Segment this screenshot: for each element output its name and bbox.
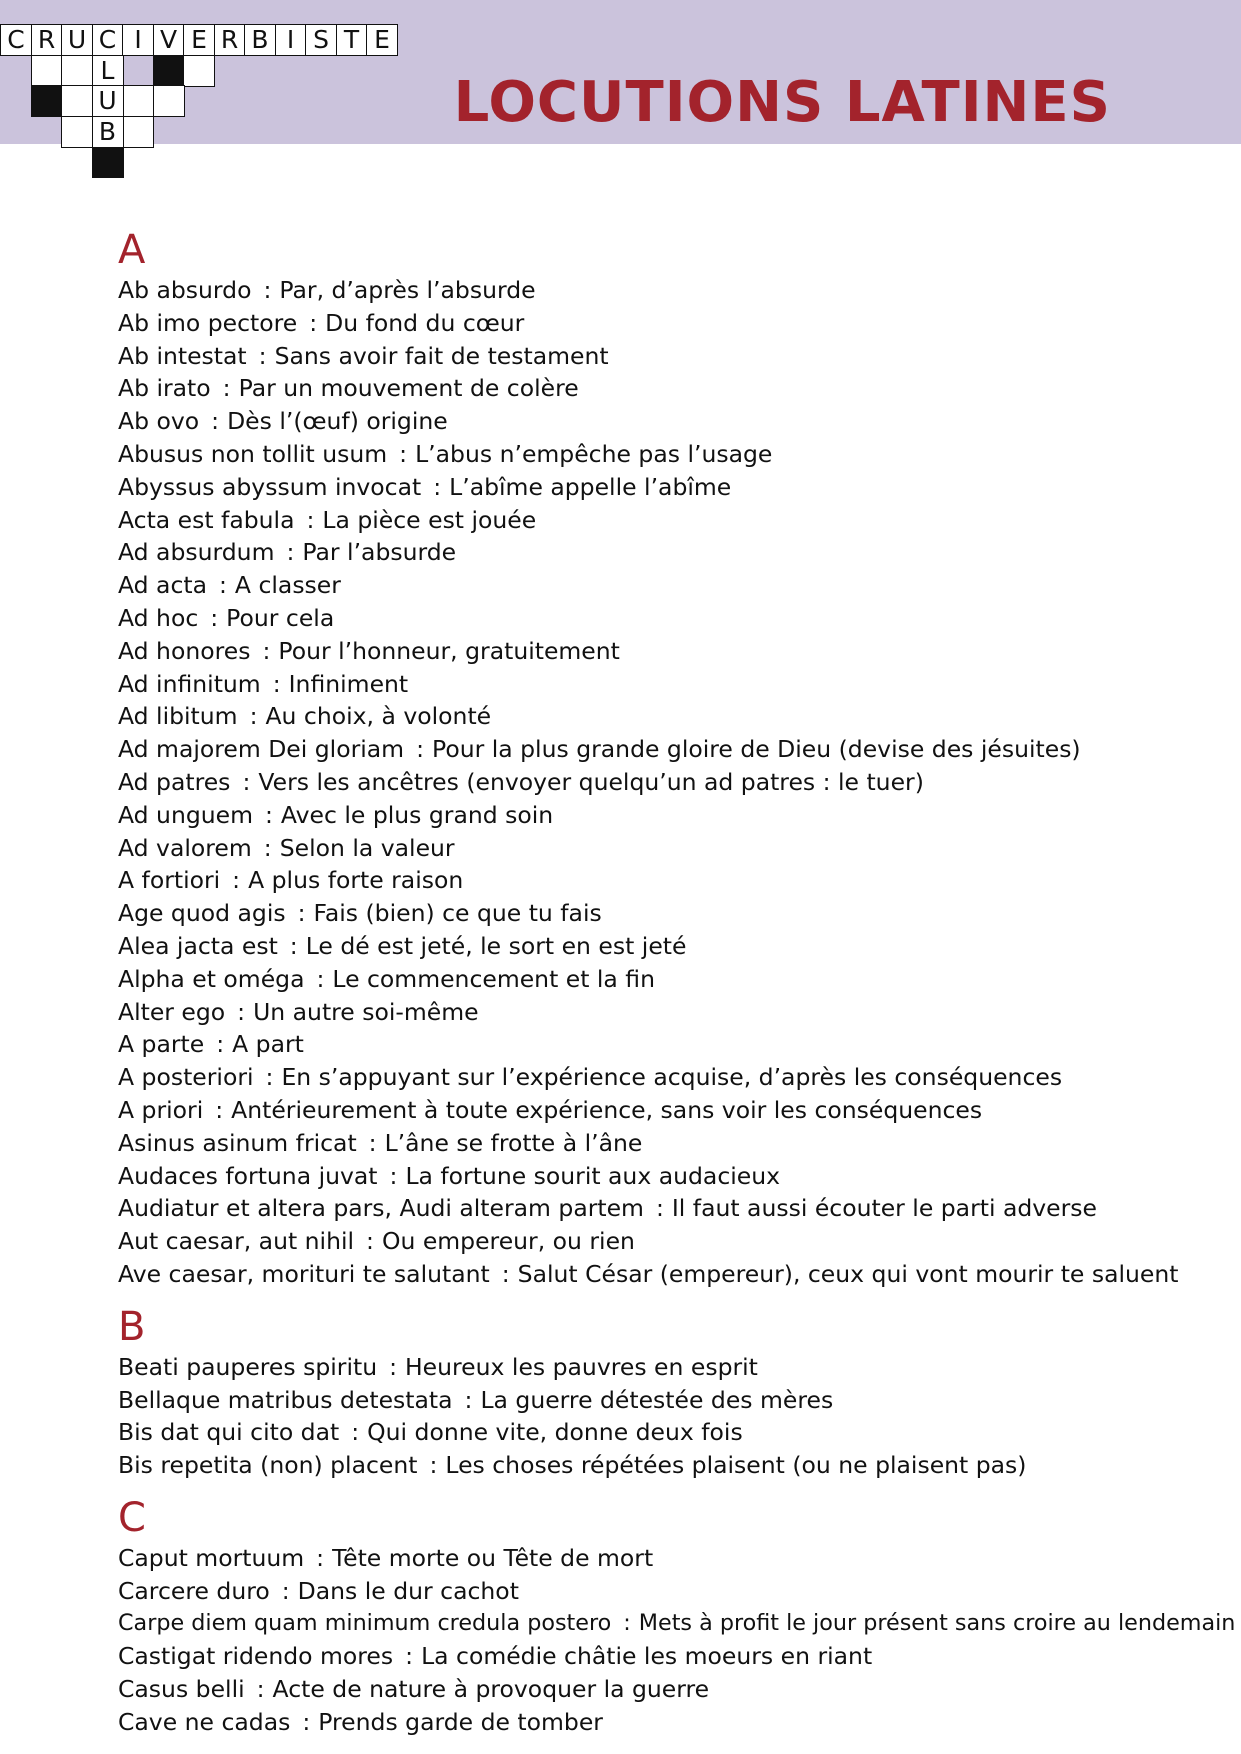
french-translation: Par l’absurde bbox=[302, 538, 457, 567]
separator-colon: : bbox=[464, 1385, 473, 1414]
french-translation: Dès l’(œuf) origine bbox=[227, 407, 448, 436]
french-translation: Pour l’honneur, gratuitement bbox=[278, 636, 620, 665]
locution-entry bbox=[118, 766, 1233, 799]
separator-colon: : bbox=[258, 341, 267, 370]
latin-phrase: Ab absurdo bbox=[118, 276, 252, 304]
locution-entry bbox=[118, 1351, 1233, 1384]
latin-phrase: Ad patres bbox=[118, 767, 231, 796]
separator-colon: : bbox=[249, 702, 258, 731]
french-translation: L’abus n’empêche pas l’usage bbox=[415, 439, 773, 468]
locution-entry bbox=[118, 307, 1233, 340]
latin-phrase: Audiatur et altera pars, Audi alteram partem bbox=[118, 1194, 644, 1223]
separator-colon: : bbox=[405, 1642, 414, 1671]
latin-phrase: Caput mortuum bbox=[118, 1543, 305, 1572]
separator-colon: : bbox=[416, 735, 424, 764]
logo-empty-cell bbox=[122, 85, 154, 117]
separator-colon: : bbox=[272, 669, 281, 698]
separator-colon: : bbox=[210, 603, 219, 632]
latin-phrase: Bis repetita (non) placent bbox=[118, 1451, 418, 1480]
latin-phrase: Bellaque matribus detestata bbox=[118, 1385, 453, 1414]
locution-entry bbox=[118, 864, 1233, 897]
section-letter: C bbox=[118, 1494, 146, 1541]
separator-colon: : bbox=[262, 636, 271, 665]
french-translation: Antérieurement à toute expérience, sans voir les conséquences bbox=[231, 1095, 983, 1124]
locution-entry bbox=[118, 1160, 1233, 1193]
french-translation: La fortune sourit aux audacieux bbox=[405, 1161, 781, 1190]
latin-phrase: A priori bbox=[118, 1095, 204, 1124]
latin-phrase: Ad libitum bbox=[118, 702, 238, 731]
french-translation: La pièce est jouée bbox=[322, 505, 537, 534]
locution-entry bbox=[118, 340, 1233, 373]
latin-phrase: Casus belli bbox=[118, 1675, 245, 1704]
separator-colon: : bbox=[211, 407, 220, 436]
french-translation: La comédie châtie les moeurs en riant bbox=[421, 1642, 873, 1671]
latin-phrase: Castigat ridendo mores bbox=[118, 1642, 394, 1671]
french-translation: L’abîme appelle l’abîme bbox=[449, 472, 732, 501]
locution-entry bbox=[118, 1028, 1233, 1061]
logo-letter-cell: R bbox=[31, 24, 63, 56]
locution-entry bbox=[118, 668, 1233, 701]
separator-colon: : bbox=[389, 1352, 398, 1381]
locution-entry bbox=[118, 504, 1233, 537]
french-translation: Heureux les pauvres en esprit bbox=[405, 1352, 758, 1381]
locution-entry bbox=[118, 1640, 1233, 1673]
locution-entry bbox=[118, 897, 1233, 930]
logo-letter-cell: S bbox=[305, 24, 337, 56]
logo-black-cell bbox=[153, 55, 185, 87]
latin-phrase: Beati pauperes spiritu bbox=[118, 1352, 378, 1381]
separator-colon: : bbox=[316, 1543, 325, 1572]
section-letter: A bbox=[118, 227, 146, 273]
french-translation: Selon la valeur bbox=[279, 833, 455, 862]
logo-letter-cell: B bbox=[244, 24, 276, 56]
separator-colon: : bbox=[501, 1259, 510, 1288]
logo-empty-cell bbox=[61, 55, 93, 87]
locution-entry bbox=[118, 1706, 1233, 1739]
separator-colon: : bbox=[351, 1418, 360, 1447]
logo-letter-cell: C bbox=[92, 24, 124, 56]
separator-colon: : bbox=[242, 767, 251, 796]
logo-letter-cell: U bbox=[61, 24, 93, 56]
french-translation: Infiniment bbox=[288, 669, 409, 698]
locution-entry bbox=[118, 1258, 1233, 1291]
locution-entry bbox=[118, 930, 1233, 963]
french-translation: Tête morte ou Tête de mort bbox=[332, 1543, 654, 1572]
separator-colon: : bbox=[302, 1707, 311, 1736]
logo-letter-cell: T bbox=[336, 24, 368, 56]
locution-entry bbox=[118, 963, 1233, 996]
latin-phrase: A parte bbox=[118, 1030, 205, 1059]
latin-phrase: Abyssus abyssum invocat bbox=[118, 472, 422, 501]
french-translation: L’âne se frotte à l’âne bbox=[384, 1128, 643, 1157]
latin-phrase: Acta est fabula bbox=[118, 505, 295, 534]
logo-letter-cell: C bbox=[0, 24, 32, 56]
logo-black-cell bbox=[31, 85, 63, 117]
separator-colon: : bbox=[289, 931, 298, 960]
separator-colon: : bbox=[281, 1576, 290, 1605]
separator-colon: : bbox=[256, 1675, 265, 1704]
latin-phrase: Ab imo pectore bbox=[118, 308, 298, 337]
logo-empty-cell bbox=[61, 85, 93, 117]
locution-entry bbox=[118, 602, 1233, 635]
locution-entry bbox=[118, 1192, 1233, 1225]
french-translation: Du fond du cœur bbox=[325, 308, 525, 337]
logo-letter-cell: E bbox=[366, 24, 398, 56]
french-translation: Salut César (empereur), ceux qui vont mourir te saluent bbox=[517, 1259, 1179, 1288]
latin-phrase: Ad majorem Dei gloriam bbox=[118, 735, 405, 764]
latin-phrase: Aut caesar, aut nihil bbox=[118, 1227, 355, 1256]
separator-colon: : bbox=[215, 1095, 224, 1124]
french-translation: A plus forte raison bbox=[248, 866, 464, 895]
locution-entry bbox=[118, 471, 1233, 504]
separator-colon: : bbox=[389, 1161, 398, 1190]
separator-colon: : bbox=[366, 1227, 374, 1256]
logo-empty-cell bbox=[122, 116, 154, 148]
french-translation: Sans avoir fait de testament bbox=[274, 341, 609, 370]
french-translation: A classer bbox=[234, 571, 341, 600]
latin-phrase: A fortiori bbox=[118, 866, 221, 895]
locution-entry bbox=[118, 700, 1233, 733]
separator-colon: : bbox=[237, 997, 246, 1026]
locution-entry bbox=[118, 1542, 1233, 1575]
locution-entry bbox=[118, 1416, 1233, 1449]
latin-phrase: Abusus non tollit usum bbox=[118, 439, 388, 468]
locution-entry bbox=[118, 1673, 1233, 1706]
separator-colon: : bbox=[368, 1128, 377, 1157]
french-translation: Prends garde de tomber bbox=[318, 1707, 603, 1736]
separator-colon: : bbox=[433, 472, 442, 501]
latin-phrase: Ad hoc bbox=[118, 603, 199, 632]
separator-colon: : bbox=[286, 538, 295, 567]
separator-colon: : bbox=[623, 1610, 631, 1637]
locution-entry bbox=[118, 405, 1233, 438]
latin-phrase: Ad infinitum bbox=[118, 669, 261, 698]
french-translation: Vers les ancêtres (envoyer quelqu’un ad patres : le tuer) bbox=[258, 767, 924, 796]
french-translation: Les choses répétées plaisent (ou ne plaisent pas) bbox=[445, 1451, 1027, 1480]
latin-phrase: Ab irato bbox=[118, 374, 211, 403]
locution-entry bbox=[118, 1449, 1233, 1482]
french-translation: Par un mouvement de colère bbox=[238, 374, 579, 403]
logo-letter-cell: U bbox=[92, 85, 124, 117]
locution-entry bbox=[118, 274, 1233, 307]
locution-entry bbox=[118, 832, 1233, 865]
separator-colon: : bbox=[655, 1194, 664, 1223]
locution-entry bbox=[118, 996, 1233, 1029]
latin-phrase: Audaces fortuna juvat bbox=[118, 1161, 378, 1190]
separator-colon: : bbox=[265, 1063, 274, 1092]
separator-colon: : bbox=[232, 866, 241, 895]
logo-letter-cell: V bbox=[153, 24, 185, 56]
latin-phrase: Carcere duro bbox=[118, 1576, 270, 1605]
separator-colon: : bbox=[222, 374, 231, 403]
logo-letter-cell: R bbox=[214, 24, 246, 56]
latin-phrase: Ave caesar, morituri te salutant bbox=[118, 1259, 490, 1288]
latin-phrase: Cave ne cadas bbox=[118, 1707, 291, 1736]
french-translation: A part bbox=[232, 1030, 304, 1059]
french-translation: Le commencement et la fin bbox=[332, 964, 655, 993]
separator-colon: : bbox=[297, 899, 306, 928]
section-a bbox=[118, 226, 1233, 1291]
logo-letter-cell: E bbox=[183, 24, 215, 56]
logo-empty-cell bbox=[61, 116, 93, 148]
locution-entry bbox=[118, 1225, 1233, 1258]
french-translation: Pour cela bbox=[226, 603, 335, 632]
locution-entry bbox=[118, 1384, 1233, 1417]
latin-phrase: Ad valorem bbox=[118, 833, 252, 862]
french-translation: Dans le dur cachot bbox=[297, 1576, 519, 1605]
french-translation: Au choix, à volonté bbox=[265, 702, 492, 731]
logo-empty-cell bbox=[183, 55, 215, 87]
separator-colon: : bbox=[316, 964, 325, 993]
latin-phrase: Age quod agis bbox=[118, 899, 286, 928]
french-translation: La guerre détestée des mères bbox=[480, 1385, 834, 1414]
locution-entry bbox=[118, 635, 1233, 668]
separator-colon: : bbox=[306, 505, 315, 534]
latin-phrase: Ad honores bbox=[118, 636, 251, 665]
latin-phrase: A posteriori bbox=[118, 1063, 254, 1092]
locution-entry bbox=[118, 733, 1233, 766]
logo-letter-cell: I bbox=[122, 24, 154, 56]
separator-colon: : bbox=[219, 571, 227, 600]
section-letter: B bbox=[118, 1303, 146, 1350]
locution-entry bbox=[118, 372, 1233, 405]
french-translation: Acte de nature à provoquer la guerre bbox=[272, 1675, 710, 1704]
french-translation: Mets à profit le jour présent sans croire au lendemain bbox=[638, 1610, 1236, 1637]
latin-phrase: Ab intestat bbox=[118, 341, 247, 370]
logo-empty-cell bbox=[153, 85, 185, 117]
french-translation: Un autre soi-même bbox=[253, 997, 479, 1026]
latin-phrase: Ad absurdum bbox=[118, 538, 275, 567]
locution-entry bbox=[118, 1607, 1236, 1640]
locution-entry bbox=[118, 569, 1233, 602]
locution-entry bbox=[118, 1127, 1233, 1160]
french-translation: Pour la plus grande gloire de Dieu (devise des jésuites) bbox=[432, 735, 1081, 764]
separator-colon: : bbox=[399, 439, 408, 468]
separator-colon: : bbox=[263, 833, 272, 862]
separator-colon: : bbox=[265, 800, 273, 829]
french-translation: En s’appuyant sur l’expérience acquise, d’après les conséquences bbox=[281, 1063, 1063, 1092]
logo-letter-cell: I bbox=[275, 24, 307, 56]
latin-phrase: Asinus asinum fricat bbox=[118, 1128, 357, 1157]
locution-entry bbox=[118, 1575, 1233, 1608]
latin-phrase: Carpe diem quam minimum credula postero bbox=[118, 1610, 612, 1637]
latin-phrase: Alea jacta est bbox=[118, 931, 278, 960]
separator-colon: : bbox=[309, 308, 318, 337]
latin-phrase: Alpha et oméga bbox=[118, 964, 305, 993]
locution-entry bbox=[118, 438, 1233, 471]
french-translation: Qui donne vite, donne deux fois bbox=[367, 1418, 743, 1447]
section-b bbox=[118, 1303, 1233, 1482]
separator-colon: : bbox=[216, 1030, 225, 1059]
latin-phrase: Ab ovo bbox=[118, 407, 200, 436]
section-c bbox=[118, 1494, 1236, 1739]
separator-colon: : bbox=[429, 1451, 438, 1480]
locution-entry bbox=[118, 1094, 1233, 1127]
locutions-list bbox=[118, 226, 1236, 1739]
french-translation: Avec le plus grand soin bbox=[280, 800, 554, 829]
latin-phrase: Alter ego bbox=[118, 997, 226, 1026]
logo-letter-cell: B bbox=[92, 116, 124, 148]
french-translation: Fais (bien) ce que tu fais bbox=[313, 899, 602, 928]
french-translation: Le dé est jeté, le sort en est jeté bbox=[305, 931, 687, 960]
crossword-logo bbox=[0, 24, 430, 190]
latin-phrase: Ad acta bbox=[118, 571, 207, 600]
separator-colon: : bbox=[263, 276, 272, 304]
latin-phrase: Bis dat qui cito dat bbox=[118, 1418, 340, 1447]
latin-phrase: Ad unguem bbox=[118, 800, 253, 829]
logo-empty-cell bbox=[31, 55, 63, 87]
page-title: LOCUTIONS LATINES bbox=[453, 70, 1111, 135]
locution-entry bbox=[118, 799, 1233, 832]
french-translation: Ou empereur, ou rien bbox=[381, 1227, 635, 1256]
locution-entry bbox=[118, 536, 1233, 569]
french-translation: Il faut aussi écouter le parti adverse bbox=[671, 1194, 1097, 1223]
logo-black-cell bbox=[92, 146, 124, 178]
logo-letter-cell: L bbox=[92, 55, 124, 87]
locution-entry bbox=[118, 1061, 1233, 1094]
french-translation: Par, d’après l’absurde bbox=[279, 276, 536, 304]
